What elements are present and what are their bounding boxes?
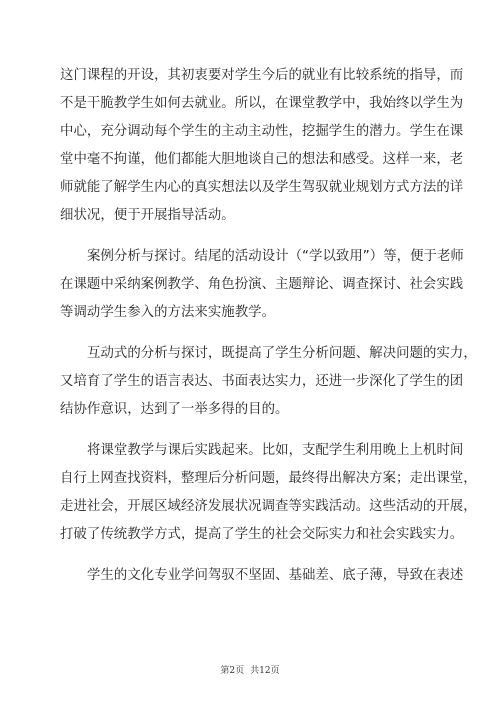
paragraph-line: 堂中毫不拘谨，他们都能大胆地谈自己的想法和感受。这样一来，老	[60, 152, 464, 167]
document-body	[60, 62, 477, 590]
paragraph-line: 不是干脆教学生如何去就业。所以，在课堂教学中，我始终以学生为	[60, 96, 464, 111]
paragraph-line: 这门课程的开设，其初衷要对学生今后的就业有比较系统的指导，而	[60, 68, 464, 83]
paragraph-line: 中心，充分调动每个学生的主动主动性，挖掘学生的潜力。学生在课	[60, 124, 464, 139]
paragraph-line: 细状况，便于开展指导活动。	[60, 208, 235, 223]
paragraph-line: 打破了传统教学方式，提高了学生的社会交际实力和社会实践实力。	[60, 527, 464, 542]
paragraph-line: 走进社会，开展区域经济发展状况调查等实践活动。这些活动的开展，	[60, 499, 477, 514]
page-total: 共12页	[250, 666, 280, 676]
page-footer	[0, 663, 500, 676]
page-number: 第2页	[220, 666, 245, 676]
paragraph-first-line: 将课堂教学与课后实践起来。比如，支配学生利用晚上上机时间	[87, 443, 464, 458]
paragraph-first-line: 学生的文化专业学问驾驭不坚固、基础差、底子薄，导致在表述	[87, 568, 464, 583]
paragraph-line: 师就能了解学生内心的真实想法以及学生驾驭就业规划方式方法的详	[60, 180, 464, 195]
paragraph-first-line: 互动式的分析与探讨，既提高了学生分析问题、解决问题的实力，	[87, 346, 477, 361]
paragraph-line: 等调动学生参入的方法来实施教学。	[60, 305, 276, 320]
paragraph-line: 自行上网查找资料，整理后分析问题，最终得出解决方案；走出课堂，	[60, 471, 477, 486]
paragraph-first-line: 案例分析与探讨。结尾的活动设计（“学以致用”）等，便于老师	[87, 249, 464, 264]
paragraph-line: 又培育了学生的语言表达、书面表达实力，还进一步深化了学生的团	[60, 374, 464, 389]
paragraph-line: 在课题中采纳案例教学、角色扮演、主题辩论、调查探讨、社会实践	[60, 277, 464, 292]
paragraph-line: 结协作意识，达到了一举多得的目的。	[60, 402, 289, 417]
